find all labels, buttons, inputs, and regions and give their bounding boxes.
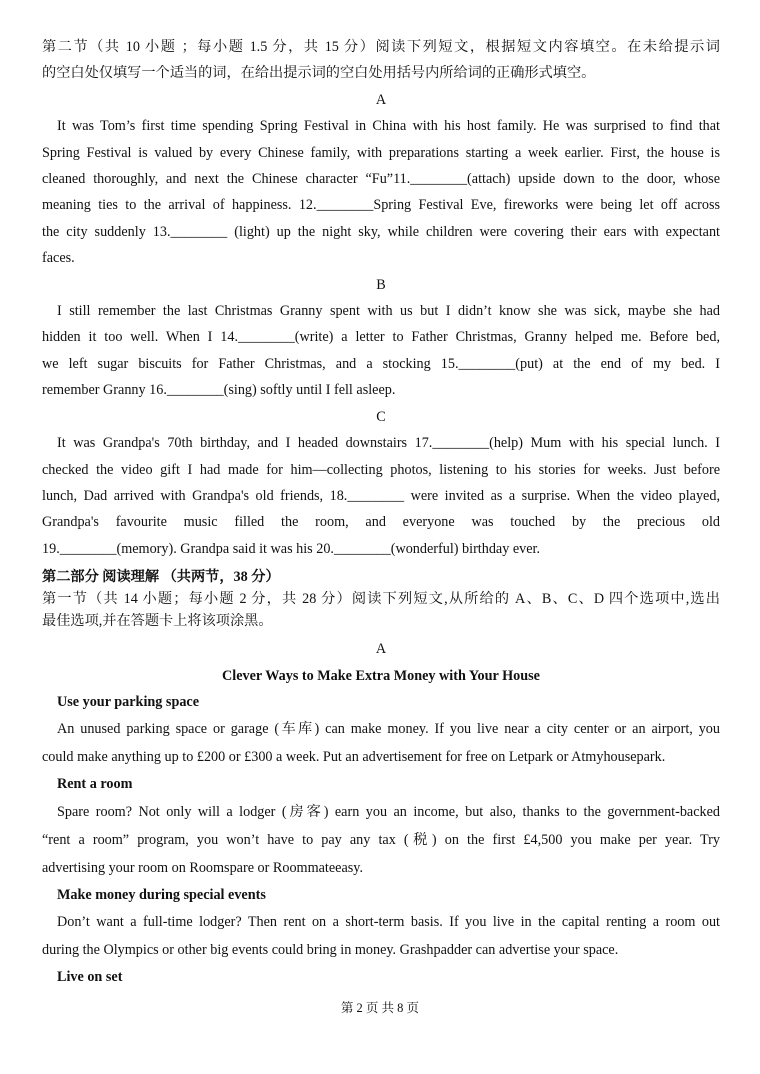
- passage-c-line: checked the video gift I had made for him—collecting photos, listening to his stories for weeks. Just before: [42, 461, 720, 478]
- passage-a-line: cleaned thoroughly, and next the Chinese character “Fu”11.________(attach) upside down to the door, whose: [42, 171, 720, 188]
- passage-b-line: remember Granny 16.________(sing) softly until I fell asleep.: [42, 382, 396, 399]
- passage-a-label: A: [375, 91, 387, 108]
- article-line: An unused parking space or garage (车库) can make money. If you live near a city center or an airport, you: [57, 721, 720, 738]
- section-heading-rent-room: Rent a room: [57, 776, 133, 793]
- passage-a-line: It was Tom’s first time spending Spring Festival in China with his host family. He was surprised to find that: [57, 118, 720, 135]
- section2-instructions-line1: 第二节（共 10 小题 ；每小题 1.5 分，共 15 分）阅读下列短文，根据短文内容填空。在未给提示词: [42, 39, 720, 55]
- passage-c-line: lunch, Dad arrived with Grandpa's old friends, 18.________ were invited as a surprise. When the video played,: [42, 487, 720, 504]
- passage-a-line: meaning ties to the arrival of happiness. 12.________Spring Festival Eve, fireworks were being let off across: [42, 197, 720, 214]
- passage-a-line: the city suddenly 13.________ (light) up the night sky, while children were covering their ears with expectant: [42, 223, 720, 240]
- passage-a-line: Spring Festival is valued by every Chinese family, with preparations starting a week earlier. First, the house is: [42, 144, 720, 161]
- section2-instructions-line2: 的空白处仅填写一个适当的词，在给出提示词的空白处用括号内所给词的正确形式填空。: [42, 65, 596, 82]
- passage-c-line: Grandpa's favourite music filled the room, and everyone was touched by the precious old: [42, 514, 720, 531]
- page-footer: 第 2 页 共 8 页: [340, 1001, 420, 1015]
- part2-instructions-line1: 第一节（共 14 小题；每小题 2 分，共 28 分）阅读下列短文,从所给的 A、B、C、D 四个选项中,选出: [42, 591, 720, 608]
- passage-c-line: It was Grandpa's 70th birthday, and I headed downstairs 17.________(help) Mum with his special lunch. I: [57, 435, 720, 452]
- passage-c-line: 19.________(memory). Grandpa said it was his 20.________(wonderful) birthday ever.: [42, 540, 541, 557]
- part2-instructions-line2: 最佳选项,并在答题卡上将该项涂黑。: [42, 613, 273, 630]
- section-heading-special-events: Make money during special events: [57, 886, 266, 903]
- passage-a-line: faces.: [42, 250, 75, 267]
- article-line: Spare room? Not only will a lodger (房客) earn you an income, but also, thanks to the government-backed: [57, 803, 720, 820]
- article-title: Clever Ways to Make Extra Money with Your House: [222, 667, 540, 684]
- section-heading-parking: Use your parking space: [57, 693, 200, 710]
- passage-b-line: hidden it too well. When I 14.________(write) a letter to Father Christmas, Granny helped me. Before bed,: [42, 329, 720, 346]
- article-line: Don’t want a full-time lodger? Then rent on a short-term basis. If you live in the capital renting a room out: [57, 914, 720, 931]
- section-heading-live-on-set: Live on set: [57, 969, 123, 986]
- passage-b-line: I still remember the last Christmas Granny spent with us but I didn’t know she was sick, maybe she had: [57, 303, 720, 320]
- article-line: “rent a room” program, you won’t have to pay any tax (税) on the first £4,500 you make per year. Try: [42, 831, 720, 848]
- passage-c-label: C: [376, 408, 386, 425]
- article-line: could make anything up to £200 or £300 a week. Put an advertisement for free on Letpark or Atmyhousepark.: [42, 749, 666, 766]
- article-line: advertising your room on Roomspare or Roommateeasy.: [42, 859, 363, 876]
- reading-a-label: A: [375, 641, 387, 658]
- exam-page: [42, 34, 720, 991]
- passage-b-line: we left sugar biscuits for Father Christmas, and a stocking 15.________(put) at the end of my bed. I: [42, 355, 720, 372]
- part2-heading: 第二部分 阅读理解 （共两节，38 分）: [42, 569, 280, 586]
- passage-b-label: B: [376, 276, 386, 293]
- article-line: during the Olympics or other big events could bring in money. Grashpadder can advertise your space.: [42, 942, 619, 959]
